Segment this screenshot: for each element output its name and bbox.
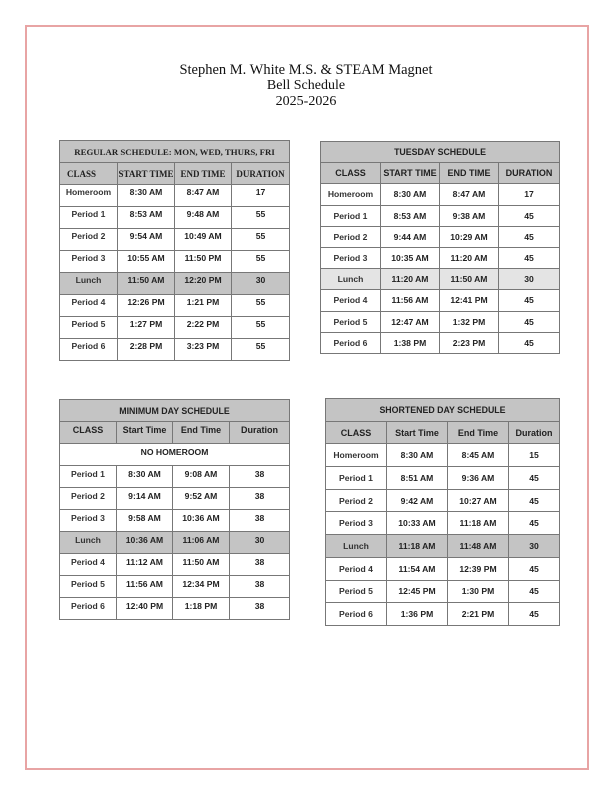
column-header-end-time: End Time xyxy=(448,421,509,444)
table-row xyxy=(326,444,560,467)
cell-end-time: 12:41 PM xyxy=(440,290,499,311)
cell-end-time: 12:34 PM xyxy=(173,576,230,598)
cell-duration: 45 xyxy=(499,247,560,268)
cell-duration: 45 xyxy=(499,226,560,247)
cell-start-time: 11:18 AM xyxy=(387,535,448,558)
cell-start-time: 10:55 AM xyxy=(118,251,175,273)
cell-end-time: 1:18 PM xyxy=(173,598,230,620)
cell-start-time: 11:12 AM xyxy=(117,554,173,576)
cell-duration: 45 xyxy=(499,290,560,311)
cell-class: Period 2 xyxy=(60,229,118,251)
cell-duration: 45 xyxy=(509,603,560,626)
cell-class: Period 4 xyxy=(60,554,117,576)
cell-end-time: 1:32 PM xyxy=(440,311,499,332)
cell-end-time: 11:06 AM xyxy=(173,532,230,554)
cell-class: Period 2 xyxy=(60,488,117,510)
cell-start-time: 8:53 AM xyxy=(381,205,440,226)
column-header-end-time: END TIME xyxy=(440,163,499,184)
school-year: 2025-2026 xyxy=(275,94,337,109)
table-title: TUESDAY SCHEDULE xyxy=(321,142,560,163)
cell-class: Homeroom xyxy=(321,184,381,205)
table-row xyxy=(326,535,560,558)
cell-class: Period 3 xyxy=(60,251,118,273)
tuesday-schedule-table xyxy=(320,141,560,354)
cell-class: Period 6 xyxy=(60,339,118,361)
cell-start-time: 1:27 PM xyxy=(118,317,175,339)
column-header-duration: DURATION xyxy=(232,163,290,185)
column-header-class: CLASS xyxy=(60,422,117,444)
cell-end-time: 2:22 PM xyxy=(175,317,232,339)
cell-duration: 38 xyxy=(230,466,290,488)
cell-end-time: 8:47 AM xyxy=(440,184,499,205)
cell-class: Period 5 xyxy=(321,311,381,332)
cell-duration: 55 xyxy=(232,251,290,273)
cell-end-time: 2:23 PM xyxy=(440,332,499,353)
cell-end-time: 3:23 PM xyxy=(175,339,232,361)
cell-class: Homeroom xyxy=(326,444,387,467)
cell-start-time: 8:30 AM xyxy=(381,184,440,205)
table-row xyxy=(326,467,560,490)
table-row xyxy=(321,311,560,332)
cell-class: Period 1 xyxy=(326,467,387,490)
cell-duration: 45 xyxy=(499,332,560,353)
cell-duration: 45 xyxy=(509,512,560,535)
cell-duration: 30 xyxy=(509,535,560,558)
table-row xyxy=(60,207,290,229)
cell-start-time: 9:14 AM xyxy=(117,488,173,510)
table-row xyxy=(60,598,290,620)
column-header-end-time: End Time xyxy=(173,422,230,444)
column-header-class: CLASS xyxy=(326,421,387,444)
cell-class: Lunch xyxy=(321,269,381,290)
table-row xyxy=(60,510,290,532)
table-row xyxy=(326,557,560,580)
table-row xyxy=(60,273,290,295)
cell-start-time: 2:28 PM xyxy=(118,339,175,361)
cell-start-time: 11:50 AM xyxy=(118,273,175,295)
cell-end-time: 2:21 PM xyxy=(448,603,509,626)
table-row xyxy=(60,229,290,251)
column-header-duration: DURATION xyxy=(499,163,560,184)
cell-end-time: 10:36 AM xyxy=(173,510,230,532)
cell-end-time: 10:29 AM xyxy=(440,226,499,247)
cell-start-time: 8:30 AM xyxy=(117,466,173,488)
cell-duration: 30 xyxy=(232,273,290,295)
column-header-start-time: Start Time xyxy=(117,422,173,444)
cell-end-time: 9:52 AM xyxy=(173,488,230,510)
cell-start-time: 9:54 AM xyxy=(118,229,175,251)
cell-start-time: 12:40 PM xyxy=(117,598,173,620)
table-row xyxy=(321,205,560,226)
shortened-day-schedule-table xyxy=(325,398,560,626)
cell-class: Period 3 xyxy=(60,510,117,532)
cell-duration: 45 xyxy=(509,557,560,580)
table-row xyxy=(321,184,560,205)
table-title: REGULAR SCHEDULE: MON, WED, THURS, FRI xyxy=(60,141,290,163)
cell-start-time: 8:53 AM xyxy=(118,207,175,229)
cell-start-time: 12:45 PM xyxy=(387,580,448,603)
cell-duration: 17 xyxy=(232,185,290,207)
cell-end-time: 1:21 PM xyxy=(175,295,232,317)
cell-class: Period 6 xyxy=(321,332,381,353)
table-row xyxy=(60,532,290,554)
table-row xyxy=(60,251,290,273)
column-header-duration: Duration xyxy=(230,422,290,444)
column-header-class: CLASS xyxy=(60,163,118,185)
cell-class: Homeroom xyxy=(60,185,118,207)
table-row xyxy=(321,332,560,353)
table-title: SHORTENED DAY SCHEDULE xyxy=(326,399,560,422)
table-header-row xyxy=(326,421,560,444)
cell-class: Period 4 xyxy=(60,295,118,317)
cell-start-time: 10:35 AM xyxy=(381,247,440,268)
cell-class: Period 6 xyxy=(60,598,117,620)
cell-end-time: 11:50 PM xyxy=(175,251,232,273)
cell-class: Lunch xyxy=(60,273,118,295)
cell-end-time: 12:20 PM xyxy=(175,273,232,295)
column-header-start-time: START TIME xyxy=(118,163,175,185)
cell-class: Period 1 xyxy=(60,466,117,488)
table-header-row xyxy=(60,422,290,444)
cell-end-time: 11:20 AM xyxy=(440,247,499,268)
cell-class: Period 4 xyxy=(321,290,381,311)
document-title: Bell Schedule xyxy=(266,78,346,93)
cell-end-time: 11:50 AM xyxy=(173,554,230,576)
cell-start-time: 8:30 AM xyxy=(118,185,175,207)
cell-duration: 45 xyxy=(499,311,560,332)
regular-schedule-table xyxy=(59,140,290,361)
cell-end-time: 11:48 AM xyxy=(448,535,509,558)
cell-class: Period 1 xyxy=(321,205,381,226)
cell-start-time: 10:36 AM xyxy=(117,532,173,554)
cell-duration: 55 xyxy=(232,229,290,251)
cell-duration: 45 xyxy=(509,580,560,603)
cell-end-time: 10:27 AM xyxy=(448,489,509,512)
table-row xyxy=(60,185,290,207)
cell-end-time: 8:45 AM xyxy=(448,444,509,467)
cell-end-time: 12:39 PM xyxy=(448,557,509,580)
cell-start-time: 9:58 AM xyxy=(117,510,173,532)
minimum-day-schedule-table xyxy=(59,399,290,620)
table-header-row xyxy=(321,163,560,184)
cell-start-time: 9:44 AM xyxy=(381,226,440,247)
column-header-start-time: START TIME xyxy=(381,163,440,184)
cell-start-time: 9:42 AM xyxy=(387,489,448,512)
cell-class: Period 5 xyxy=(60,576,117,598)
cell-end-time: 10:49 AM xyxy=(175,229,232,251)
table-row xyxy=(321,247,560,268)
cell-start-time: 11:54 AM xyxy=(387,557,448,580)
table-row xyxy=(60,488,290,510)
table-row xyxy=(321,269,560,290)
table-title-row xyxy=(321,142,560,163)
cell-start-time: 10:33 AM xyxy=(387,512,448,535)
cell-duration: 38 xyxy=(230,554,290,576)
table-row xyxy=(60,466,290,488)
cell-end-time: 11:50 AM xyxy=(440,269,499,290)
table-row xyxy=(326,603,560,626)
table-row xyxy=(326,489,560,512)
cell-class: Lunch xyxy=(60,532,117,554)
table-row xyxy=(321,226,560,247)
cell-end-time: 9:38 AM xyxy=(440,205,499,226)
cell-start-time: 1:36 PM xyxy=(387,603,448,626)
table-title-row xyxy=(326,399,560,422)
table-header-row xyxy=(60,163,290,185)
table-row xyxy=(321,290,560,311)
column-header-start-time: Start Time xyxy=(387,421,448,444)
table-row xyxy=(60,339,290,361)
table-row xyxy=(60,295,290,317)
cell-class: Period 1 xyxy=(60,207,118,229)
cell-duration: 38 xyxy=(230,598,290,620)
cell-class: Period 6 xyxy=(326,603,387,626)
cell-duration: 45 xyxy=(499,205,560,226)
table-row xyxy=(326,580,560,603)
cell-duration: 30 xyxy=(499,269,560,290)
table-row xyxy=(60,554,290,576)
cell-start-time: 11:56 AM xyxy=(381,290,440,311)
no-homeroom-note: NO HOMEROOM xyxy=(60,444,290,466)
cell-end-time: 8:47 AM xyxy=(175,185,232,207)
table-row xyxy=(60,576,290,598)
cell-class: Period 2 xyxy=(321,226,381,247)
cell-start-time: 12:26 PM xyxy=(118,295,175,317)
cell-class: Period 3 xyxy=(321,247,381,268)
cell-duration: 38 xyxy=(230,510,290,532)
document-header xyxy=(0,62,612,110)
cell-end-time: 1:30 PM xyxy=(448,580,509,603)
cell-start-time: 1:38 PM xyxy=(381,332,440,353)
cell-start-time: 8:30 AM xyxy=(387,444,448,467)
cell-duration: 55 xyxy=(232,317,290,339)
cell-end-time: 11:18 AM xyxy=(448,512,509,535)
table-title-row xyxy=(60,400,290,422)
cell-start-time: 11:56 AM xyxy=(117,576,173,598)
cell-start-time: 11:20 AM xyxy=(381,269,440,290)
cell-duration: 55 xyxy=(232,207,290,229)
cell-end-time: 9:36 AM xyxy=(448,467,509,490)
cell-end-time: 9:08 AM xyxy=(173,466,230,488)
column-header-duration: Duration xyxy=(509,421,560,444)
cell-duration: 45 xyxy=(509,467,560,490)
cell-start-time: 12:47 AM xyxy=(381,311,440,332)
cell-duration: 30 xyxy=(230,532,290,554)
cell-class: Period 4 xyxy=(326,557,387,580)
table-row xyxy=(326,512,560,535)
cell-end-time: 9:48 AM xyxy=(175,207,232,229)
cell-duration: 55 xyxy=(232,295,290,317)
table-title-row xyxy=(60,141,290,163)
cell-class: Period 3 xyxy=(326,512,387,535)
cell-duration: 55 xyxy=(232,339,290,361)
school-name: Stephen M. White M.S. & STEAM Magnet xyxy=(179,62,433,78)
cell-start-time: 8:51 AM xyxy=(387,467,448,490)
cell-duration: 17 xyxy=(499,184,560,205)
cell-duration: 15 xyxy=(509,444,560,467)
cell-duration: 38 xyxy=(230,576,290,598)
cell-class: Period 5 xyxy=(326,580,387,603)
cell-class: Lunch xyxy=(326,535,387,558)
table-title: MINIMUM DAY SCHEDULE xyxy=(60,400,290,422)
column-header-end-time: END TIME xyxy=(175,163,232,185)
column-header-class: CLASS xyxy=(321,163,381,184)
cell-duration: 38 xyxy=(230,488,290,510)
cell-class: Period 2 xyxy=(326,489,387,512)
cell-duration: 45 xyxy=(509,489,560,512)
note-row xyxy=(60,444,290,466)
table-row xyxy=(60,317,290,339)
cell-class: Period 5 xyxy=(60,317,118,339)
